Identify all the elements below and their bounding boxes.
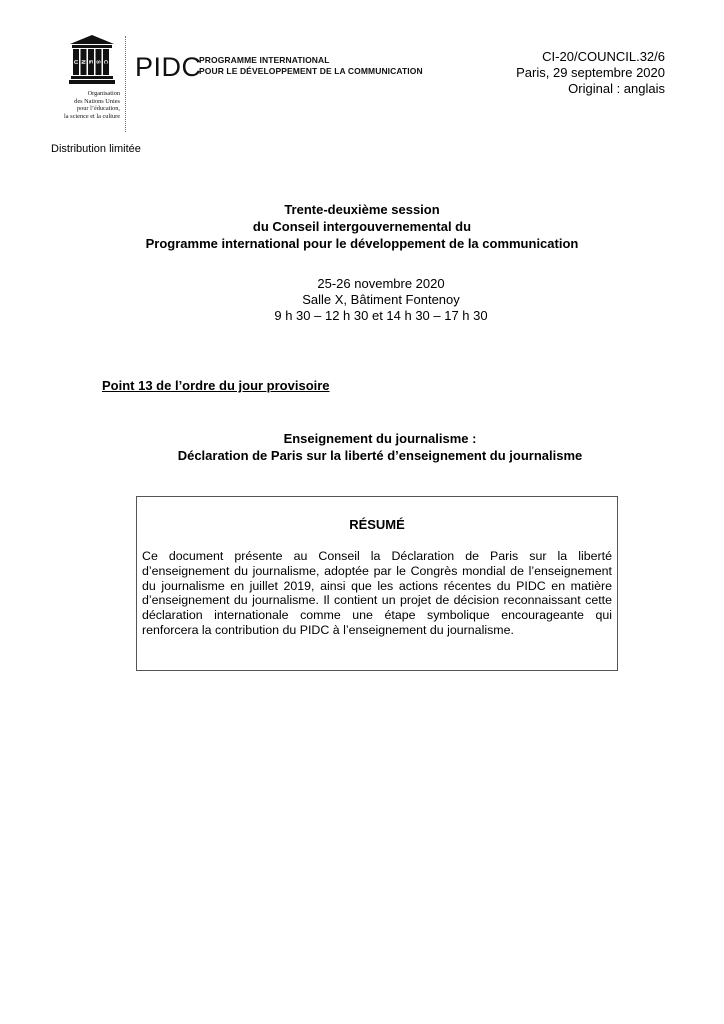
unesco-caption-line: des Nations Unies	[74, 97, 120, 105]
summary-heading: RÉSUMÉ	[349, 517, 405, 532]
summary-box	[136, 496, 618, 671]
summary-text: Ce document présente au Conseil la Déclaration de Paris sur la liberté d’enseignement du journalisme, adoptée par le Congrès mondial de l’enseignement du journalisme en juillet 2019, ainsi que les actions récentes du PIDC en matière d’enseignement du journalisme. Il contient un projet de décision reconnaissant cette déclaration internationale comme une étape symbolique encourageante qui renforcera la contribution du PIDC à l’enseignement du journalisme.	[142, 549, 612, 637]
session-title-line: du Conseil intergouvernemental du	[252, 219, 472, 234]
session-details	[0, 276, 724, 324]
pidc-tagline-line: POUR LE DÉVELOPPEMENT DE LA COMMUNICATION	[199, 66, 423, 76]
session-dates: 25-26 novembre 2020	[317, 276, 445, 291]
pidc-tagline-line: PROGRAMME INTERNATIONAL	[199, 55, 330, 65]
unesco-caption-line: pour l’éducation,	[76, 105, 120, 113]
unesco-caption-line: Organisation	[87, 90, 120, 97]
session-venue: Salle X, Bâtiment Fontenoy	[302, 292, 460, 307]
logo-separator	[125, 36, 126, 132]
session-hours: 9 h 30 – 12 h 30 et 14 h 30 – 17 h 30	[274, 308, 488, 323]
session-title	[0, 201, 724, 252]
session-title-line: Trente-deuxième session	[284, 202, 440, 217]
unesco-temple-logo-icon	[68, 34, 116, 86]
distribution-notice: Distribution limitée	[51, 143, 141, 155]
unesco-caption-line: la science et la culture	[64, 112, 120, 120]
session-title-line: Programme international pour le développement de la communication	[145, 236, 579, 251]
svg-text:E: E	[87, 60, 93, 64]
place-date: Paris, 29 septembre 2020	[516, 65, 665, 80]
document-title-line: Enseignement du journalisme :	[283, 431, 477, 446]
pidc-tagline	[199, 55, 423, 77]
document-title-line: Déclaration de Paris sur la liberté d’enseignement du journalisme	[177, 448, 583, 463]
agenda-point: Point 13 de l’ordre du jour provisoire	[102, 378, 330, 393]
document-reference: CI-20/COUNCIL.32/6	[542, 49, 665, 64]
svg-text:S: S	[94, 60, 101, 64]
original-language: Original : anglais	[568, 81, 665, 96]
svg-text:N: N	[79, 60, 86, 64]
unesco-caption	[46, 90, 120, 120]
document-reference-block	[516, 49, 665, 97]
document-title	[0, 430, 724, 464]
pidc-logo: PIDC	[135, 52, 202, 82]
svg-text:C: C	[102, 60, 108, 64]
svg-text:U: U	[72, 60, 78, 64]
